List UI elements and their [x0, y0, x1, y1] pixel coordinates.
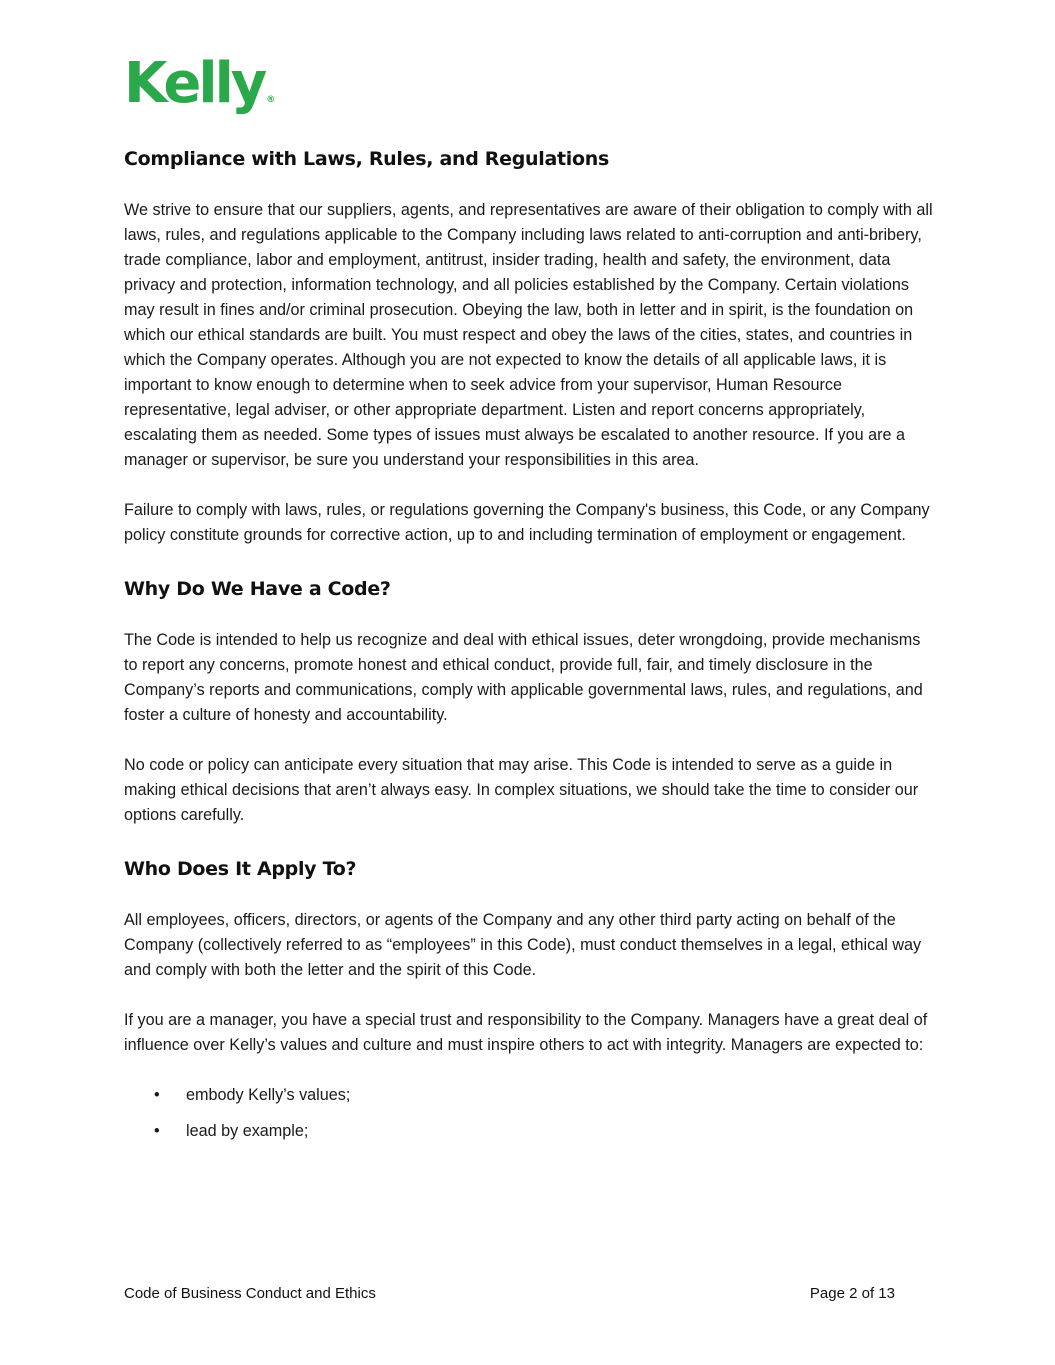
section-heading-compliance: Compliance with Laws, Rules, and Regulations [124, 148, 609, 170]
paragraph-who-applies-1: All employees, officers, directors, or agents of the Company and any other third party acting on behalf of the Company (collectively referred to as “employees” in this Code), must conduct themselves in a legal, ethical way and comply with both the letter and the spirit of this Code. [124, 911, 922, 979]
document-body [124, 145, 934, 1155]
section-heading-who-applies: Who Does It Apply To? [124, 858, 357, 880]
paragraph-why-code-1: The Code is intended to help us recognize and deal with ethical issues, deter wrongdoing, provide mechanisms to report any concerns, promote honest and ethical conduct, provide full, fair, and timely disclosure in the Company’s reports and communications, comply with applicable governmental laws, rules, and regulations, and foster a culture of honesty and accountability. [124, 631, 923, 724]
paragraph-why-code-2: No code or policy can anticipate every situation that may arise. This Code is intended to serve as a guide in making ethical decisions that aren’t always easy. In complex situations, we should take the time to consider our options carefully. [124, 756, 919, 824]
registered-mark: ® [266, 95, 276, 105]
paragraph-compliance-2: Failure to comply with laws, rules, or regulations governing the Company's business, this Code, or any Company policy constitute grounds for corrective action, up to and including termination of employment or engagement. [124, 501, 930, 544]
paragraph-compliance-1: We strive to ensure that our suppliers, agents, and representatives are aware of their obligation to comply with all laws, rules, and regulations applicable to the Company including laws related to anti-corruption and anti-bribery, trade compliance, labor and employment, antitrust, insider trading, health and safety, the environment, data privacy and protection, information technology, and all policies established by the Company. Certain violations may result in fines and/or criminal prosecution. Obeying the law, both in letter and in spirit, is the foundation on which our ethical standards are built. You must respect and obey the laws of the cities, states, and countries in which the Company operates. Although you are not expected to know the details of all applicable laws, it is important to know enough to determine when to seek advice from your supervisor, Human Resource representative, legal adviser, or other appropriate department. Listen and report concerns appropriately, escalating them as needed. Some types of issues must always be escalated to another resource. If you are a manager or supervisor, be sure you understand your responsibilities in this area. [124, 201, 933, 469]
list-item: • lead by example; [124, 1119, 934, 1144]
list-item: • embody Kelly’s values; [124, 1083, 934, 1108]
paragraph-who-applies-2: If you are a manager, you have a special trust and responsibility to the Company. Managers have a great deal of influence over Kelly’s values and culture and must inspire others to act with integrity. Managers are expected to: [124, 1011, 928, 1054]
logo-text: Kelly [124, 51, 265, 116]
footer-document-title: Code of Business Conduct and Ethics [124, 1285, 376, 1302]
kelly-logo [124, 51, 276, 116]
footer-page-number: Page 2 of 13 [809, 1285, 895, 1302]
manager-expectations-list [124, 1083, 934, 1144]
section-heading-why-code: Why Do We Have a Code? [124, 578, 391, 600]
